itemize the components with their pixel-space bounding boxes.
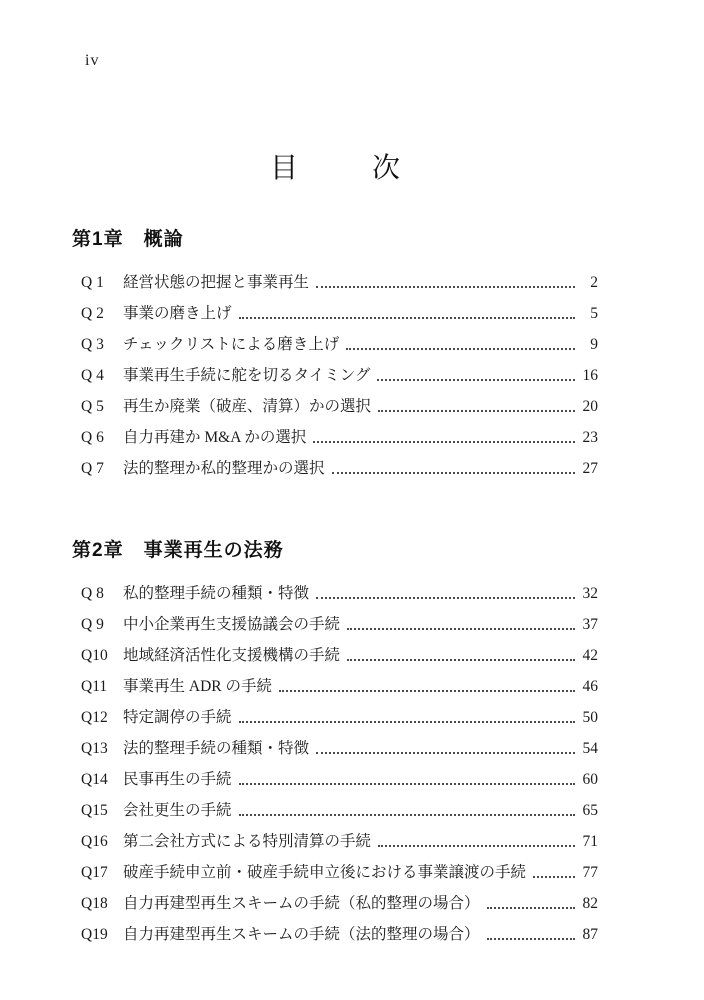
chapter-section: [72, 224, 598, 483]
toc-entry: [81, 825, 598, 856]
entry-title: 事業の磨き上げ: [123, 305, 232, 322]
leader-dots: [279, 690, 575, 692]
entry-label: Q 9: [81, 616, 104, 633]
entry-label: Q 2: [81, 305, 104, 322]
page-folio: iv: [85, 52, 100, 69]
entry-page-number: 77: [582, 864, 598, 881]
entry-label: Q11: [81, 678, 108, 695]
entry-title: 会社更生の手続: [123, 802, 232, 819]
leader-dots: [239, 783, 575, 785]
entry-page-number: 54: [582, 740, 598, 757]
entry-label: Q15: [81, 802, 108, 819]
entry-page-number: 27: [582, 460, 598, 477]
entry-title: 経営状態の把握と事業再生: [123, 274, 310, 291]
toc-entry: [81, 297, 598, 328]
page-title: 目 次: [269, 153, 406, 184]
entry-title: 自力再建型再生スキームの手続（法的整理の場合）: [123, 926, 480, 943]
entry-title: 事業再生手続に舵を切るタイミング: [123, 367, 371, 384]
entry-page-number: 42: [582, 647, 598, 664]
entry-label: Q10: [81, 647, 108, 664]
entry-title: 法的整理手続の種類・特徴: [123, 740, 310, 757]
leader-dots: [316, 286, 575, 288]
entry-page-number: 20: [582, 398, 598, 415]
entry-page-number: 23: [582, 429, 598, 446]
entry-page-number: 71: [582, 833, 598, 850]
leader-dots: [347, 659, 575, 661]
toc-entry: [81, 887, 598, 918]
entry-page-number: 60: [582, 771, 598, 788]
toc-entry: [81, 670, 598, 701]
leader-dots: [378, 845, 575, 847]
entry-label: Q14: [81, 771, 108, 788]
leader-dots: [239, 317, 575, 319]
leader-dots: [346, 348, 575, 350]
entry-title: 地域経済活性化支援機構の手続: [123, 647, 341, 664]
toc-entry: [81, 421, 598, 452]
toc-entry: [81, 390, 598, 421]
entry-label: Q 5: [81, 398, 104, 415]
entry-title: 破産手続申立前・破産手続申立後における事業譲渡の手続: [123, 864, 527, 881]
entry-label: Q16: [81, 833, 108, 850]
entry-title: 再生か廃業（破産、清算）かの選択: [123, 398, 372, 415]
entry-title: 中小企業再生支援協議会の手続: [123, 616, 341, 633]
entry-label: Q 3: [81, 336, 104, 353]
entry-label: Q 6: [81, 429, 104, 446]
leader-dots: [239, 814, 575, 816]
toc-entry: [81, 328, 598, 359]
toc-entry: [81, 452, 598, 483]
toc-entry: [81, 577, 598, 608]
entry-label: Q 1: [81, 274, 104, 291]
leader-dots: [487, 938, 575, 940]
entry-page-number: 50: [582, 709, 598, 726]
entry-label: Q19: [81, 926, 108, 943]
toc-chapters: [72, 224, 598, 949]
leader-dots: [533, 876, 575, 878]
toc-entry: [81, 918, 598, 949]
entry-title: 特定調停の手続: [123, 709, 232, 726]
entry-page-number: 9: [590, 336, 598, 353]
entry-page-number: 32: [582, 585, 598, 602]
entry-label: Q 8: [81, 585, 104, 602]
entry-label: Q 7: [81, 460, 104, 477]
entry-title: チェックリストによる磨き上げ: [123, 336, 340, 353]
entry-title: 法的整理か私的整理かの選択: [123, 460, 325, 477]
entry-page-number: 5: [590, 305, 598, 322]
toc-entry: [81, 763, 598, 794]
entry-label: Q 4: [81, 367, 104, 384]
entry-title: 民事再生の手続: [123, 771, 232, 788]
entry-label: Q17: [81, 864, 108, 881]
entry-page-number: 82: [582, 895, 598, 912]
entry-title: 第二会社方式による特別清算の手続: [123, 833, 372, 850]
toc-entry: [81, 639, 598, 670]
chapter-title: 第1章 概論: [72, 229, 184, 250]
leader-dots: [316, 752, 575, 754]
leader-dots: [378, 410, 575, 412]
leader-dots: [332, 472, 575, 474]
leader-dots: [313, 441, 575, 443]
toc-entry: [81, 701, 598, 732]
entry-title: 自力再建か M&A かの選択: [123, 429, 307, 446]
entry-label: Q12: [81, 709, 108, 726]
toc-entry: [81, 732, 598, 763]
chapter-section: [72, 535, 598, 949]
entry-label: Q13: [81, 740, 108, 757]
entry-title: 事業再生 ADR の手続: [123, 678, 272, 695]
entry-page-number: 37: [582, 616, 598, 633]
entry-page-number: 46: [582, 678, 598, 695]
leader-dots: [377, 379, 575, 381]
leader-dots: [487, 907, 575, 909]
entry-title: 私的整理手続の種類・特徴: [123, 585, 310, 602]
entry-page-number: 16: [582, 367, 598, 384]
toc-entry: [81, 266, 598, 297]
leader-dots: [239, 721, 575, 723]
toc-entry: [81, 794, 598, 825]
entry-page-number: 87: [582, 926, 598, 943]
toc-entry: [81, 856, 598, 887]
toc-entry: [81, 608, 598, 639]
entry-page-number: 2: [590, 274, 598, 291]
leader-dots: [347, 628, 575, 630]
chapter-title: 第2章 事業再生の法務: [72, 540, 284, 561]
entry-title: 自力再建型再生スキームの手続（私的整理の場合）: [123, 895, 480, 912]
toc-entry: [81, 359, 598, 390]
leader-dots: [316, 597, 575, 599]
entry-page-number: 65: [582, 802, 598, 819]
entry-label: Q18: [81, 895, 108, 912]
